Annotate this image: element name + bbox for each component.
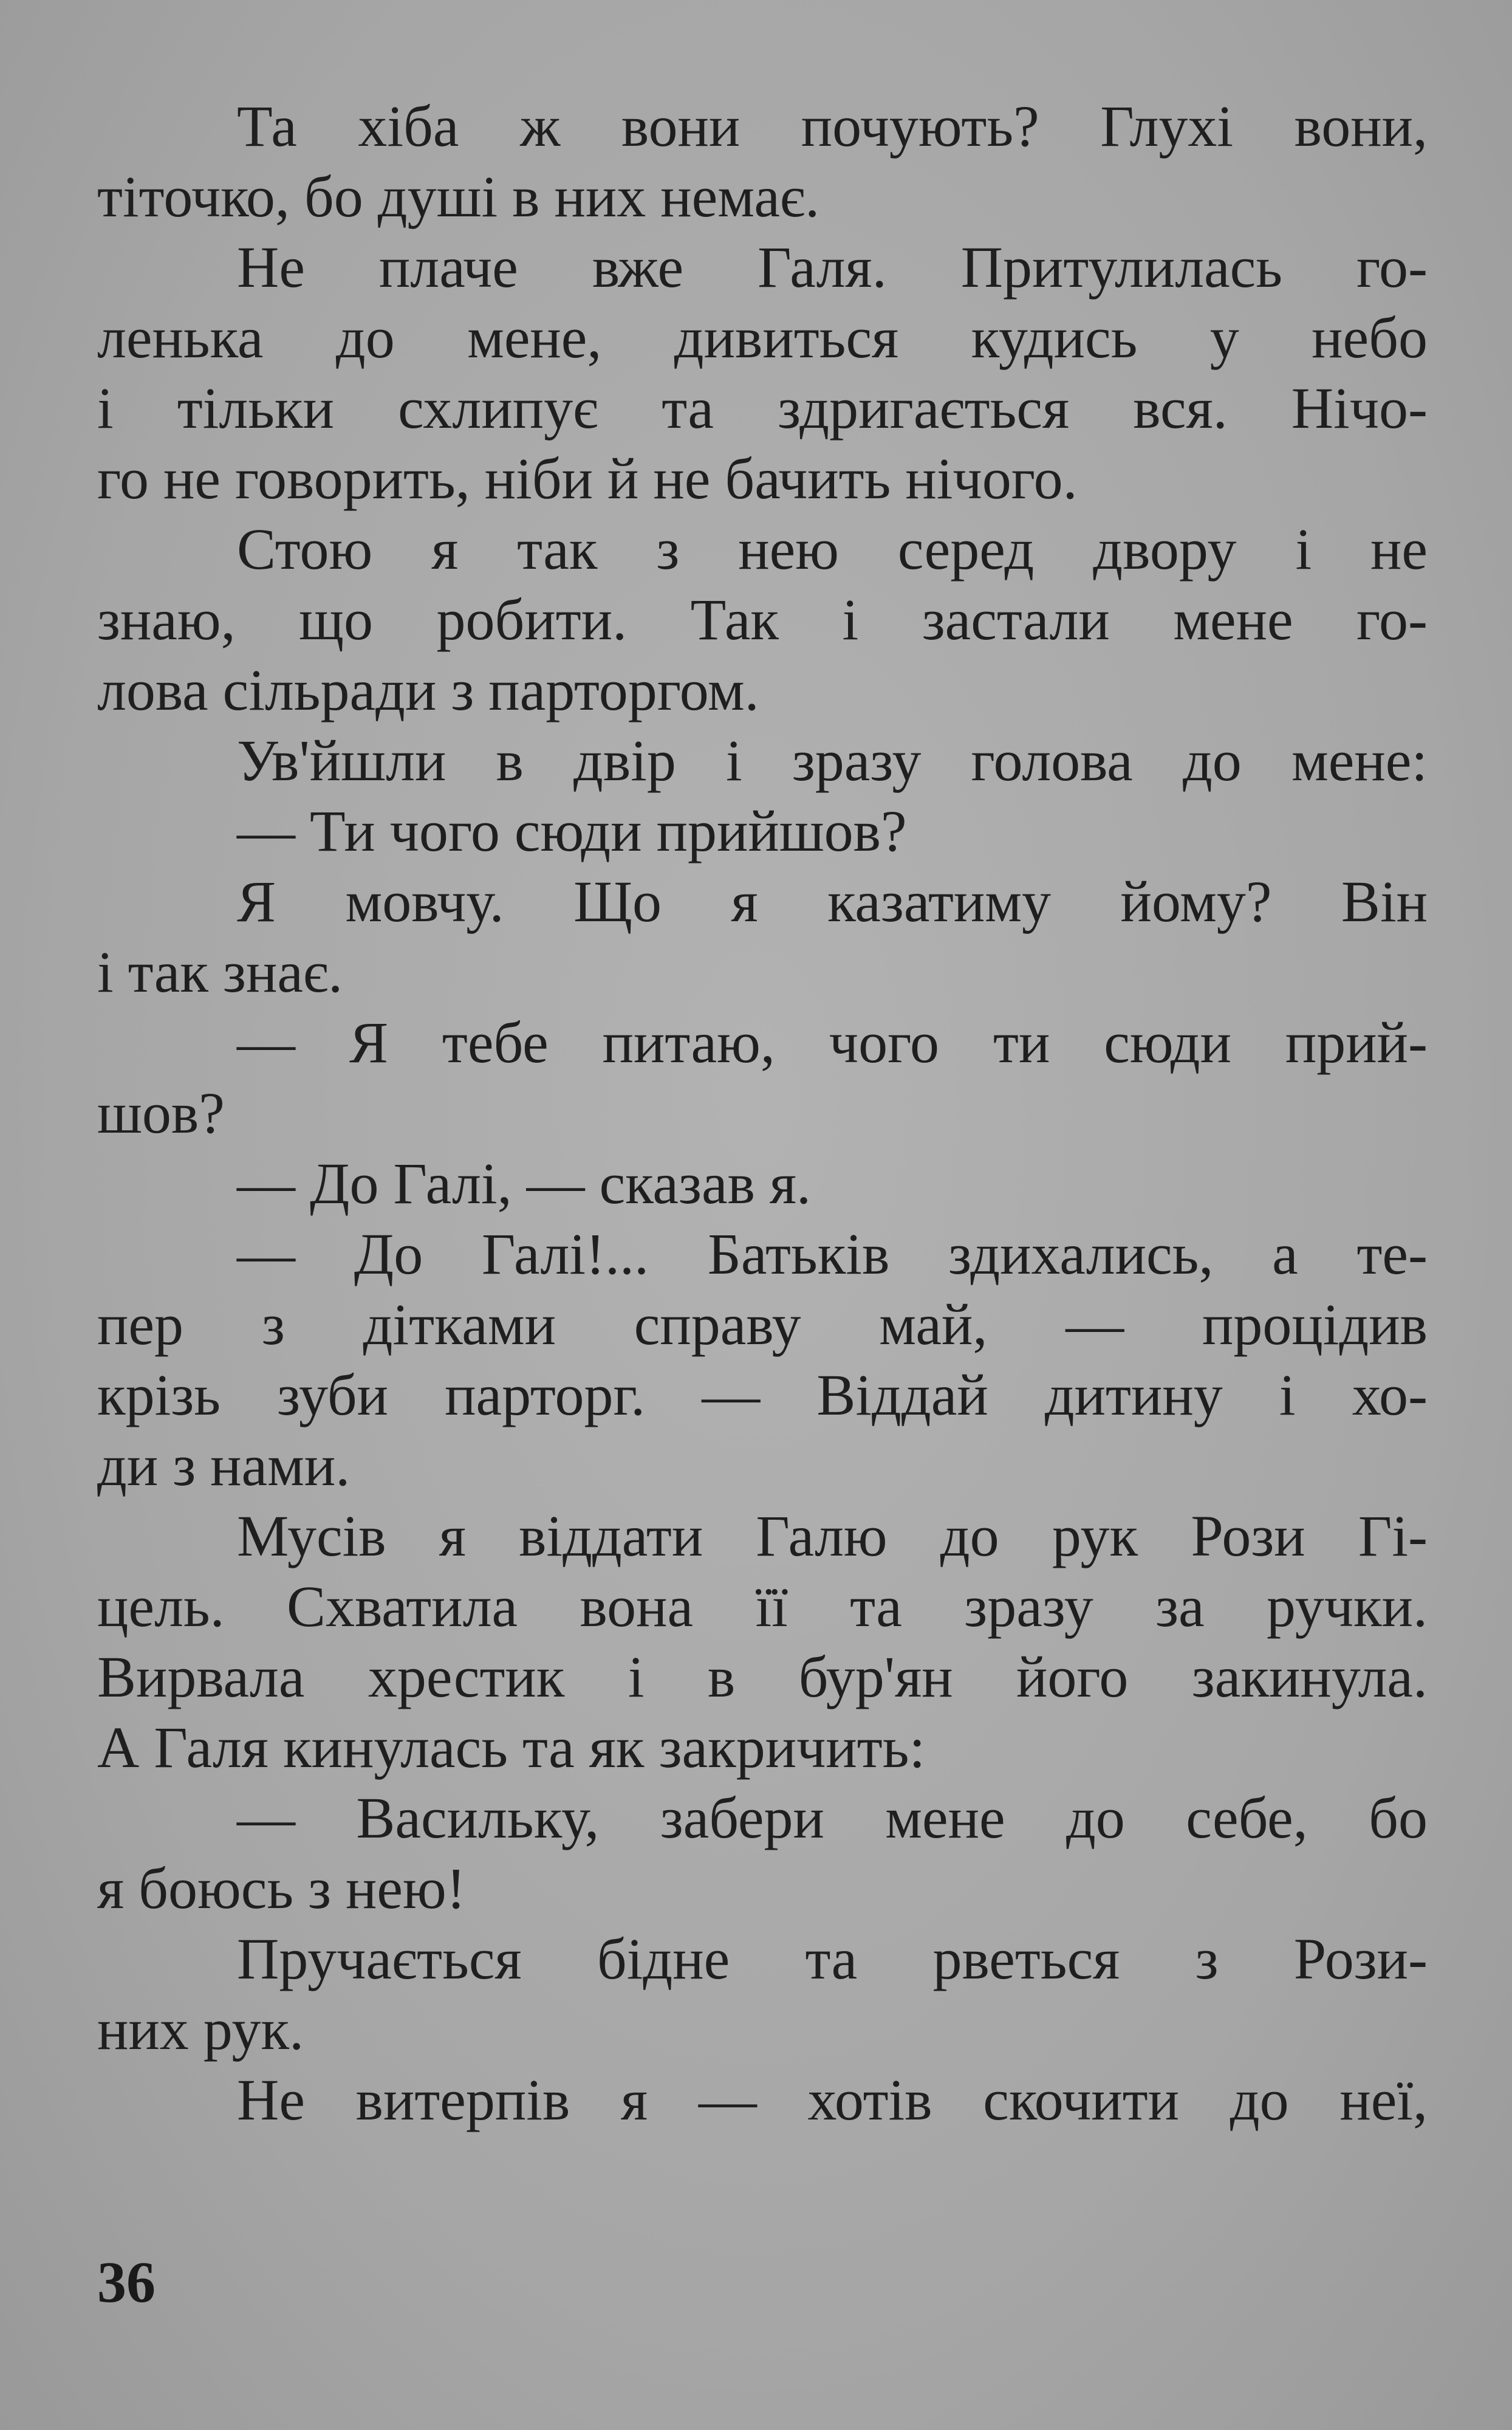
text-line: А Галя кинулась та як закричить: <box>97 1715 926 1780</box>
text-line: Та хіба ж вони почують? Глухі вони, <box>237 94 1428 159</box>
text-line: — До Галі!... Батьків здихались, а те- <box>237 1221 1428 1286</box>
text-line: — Васильку, забери мене до себе, бо <box>237 1785 1428 1850</box>
page-number: 36 <box>97 2250 156 2315</box>
text-line: Пручається бідне та рветься з Рози- <box>237 1926 1428 1991</box>
text-line: і тільки схлипує та здригається вся. Нічо- <box>97 376 1428 441</box>
text-line: Ув'йшли в двір і зразу голова до мене: <box>237 728 1428 793</box>
text-line: ди з нами. <box>97 1433 351 1498</box>
text-line: них рук. <box>97 1997 304 2062</box>
text-line: я боюсь з нею! <box>97 1856 466 1921</box>
text-line: Стою я так з нею серед двору і не <box>237 517 1428 582</box>
text-line: Мусів я віддати Галю до рук Рози Гі- <box>237 1503 1428 1568</box>
body-text <box>97 91 1428 2135</box>
text-line: крізь зуби парторг. — Віддай дитину і хо- <box>97 1362 1428 1427</box>
text-line: Не витерпів я — хотів скочити до неї, <box>237 2067 1428 2132</box>
text-line: Вирвала хрестик і в бур'ян його закинула. <box>97 1644 1428 1709</box>
text-line: — До Галі, — сказав я. <box>237 1151 812 1216</box>
text-line: го не говорить, ніби й не бачить нічого. <box>97 446 1078 511</box>
text-line: знаю, що робити. Так і застали мене го- <box>97 587 1428 652</box>
text-line: ленька до мене, дивиться кудись у небо <box>97 305 1428 370</box>
text-line: — Я тебе питаю, чого ти сюди прий- <box>237 1010 1428 1075</box>
text-line: цель. Схватила вона її та зразу за ручки. <box>97 1574 1428 1639</box>
text-line: тіточко, бо душі в них немає. <box>97 164 820 229</box>
text-line: пер з дітками справу май, — процідив <box>97 1292 1428 1357</box>
text-line: — Ти чого сюди прийшов? <box>237 798 907 863</box>
text-line: Я мовчу. Що я казатиму йому? Він <box>237 869 1428 934</box>
text-line: Не плаче вже Галя. Притулилась го- <box>237 235 1428 300</box>
text-line: лова сільради з парторгом. <box>97 657 759 722</box>
text-line: і так знає. <box>97 939 343 1004</box>
text-line: шов? <box>97 1080 225 1145</box>
